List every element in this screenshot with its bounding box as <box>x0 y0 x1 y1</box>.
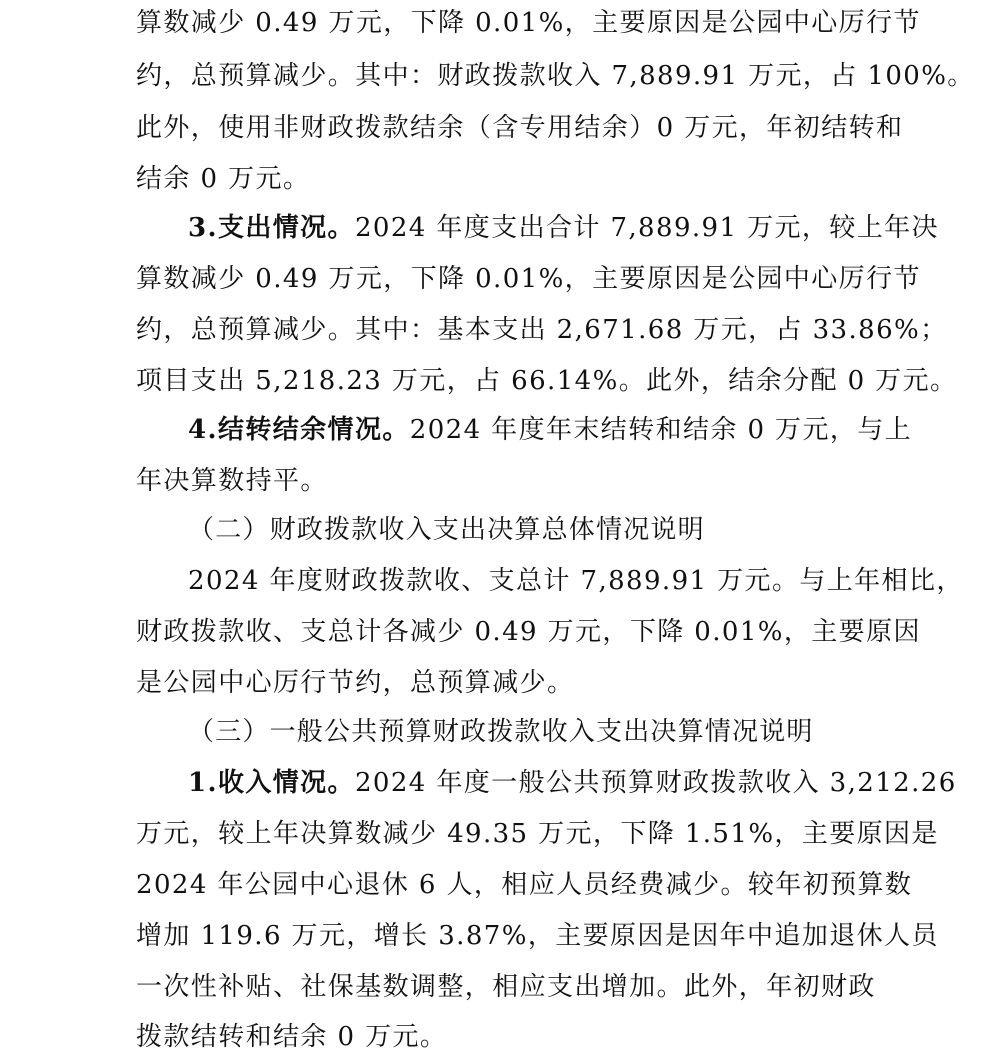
section-carryover-line <box>188 413 912 447</box>
subsection-heading: （二）财政拨款收入支出决算总体情况说明 <box>188 515 705 545</box>
paragraph-line: 万元，较上年决算数减少 49.35 万元，下降 1.51%，主要原因是 <box>136 819 939 849</box>
subsection-heading: （三）一般公共预算财政拨款收入支出决算情况说明 <box>188 717 814 747</box>
section-expenditure-line <box>188 211 939 245</box>
paragraph-line: 增加 119.6 万元，增长 3.87%，主要原因是因年中追加退休人员 <box>136 921 939 951</box>
paragraph-line: 此外，使用非财政拨款结余（含专用结余）0 万元，年初结转和 <box>136 113 904 143</box>
paragraph-line: 2024 年公园中心退休 6 人，相应人员经费减少。较年初预算数 <box>136 870 913 900</box>
paragraph-line: 年决算数持平。 <box>136 466 328 496</box>
paragraph-text: 2024 年度年末结转和结余 0 万元，与上 <box>409 415 913 445</box>
section-income-line <box>188 766 957 800</box>
paragraph-line: 算数减少 0.49 万元，下降 0.01%，主要原因是公园中心厉行节 <box>136 264 921 294</box>
paragraph-line: 算数减少 0.49 万元，下降 0.01%，主要原因是公园中心厉行节 <box>136 8 921 38</box>
paragraph-line: 财政拨款收、支总计各减少 0.49 万元，下降 0.01%，主要原因 <box>136 617 921 647</box>
paragraph-line: 是公园中心厉行节约，总预算减少。 <box>136 668 575 698</box>
paragraph-text: 2024 年度支出合计 7,889.91 万元，较上年决 <box>354 213 939 243</box>
paragraph-line: 拨款结转和结余 0 万元。 <box>136 1022 448 1052</box>
paragraph-line: 项目支出 5,218.23 万元，占 66.14%。此外，结余分配 0 万元。 <box>136 366 958 396</box>
section-heading-bold: 4.结转结余情况。 <box>188 415 410 445</box>
paragraph-line: 约，总预算减少。其中：财政拨款收入 7,889.91 万元，占 100%。 <box>136 61 975 91</box>
paragraph-line: 2024 年度财政拨款收、支总计 7,889.91 万元。与上年相比， <box>188 566 964 596</box>
section-heading-bold: 3.支出情况。 <box>188 213 355 243</box>
paragraph-line: 结余 0 万元。 <box>136 164 311 194</box>
paragraph-line: 一次性补贴、社保基数调整，相应支出增加。此外，年初财政 <box>136 972 876 1002</box>
paragraph-text: 2024 年度一般公共预算财政拨款收入 3,212.26 <box>354 768 957 798</box>
paragraph-line: 约，总预算减少。其中：基本支出 2,671.68 万元，占 33.86%； <box>136 315 948 345</box>
section-heading-bold: 1.收入情况。 <box>188 768 355 798</box>
